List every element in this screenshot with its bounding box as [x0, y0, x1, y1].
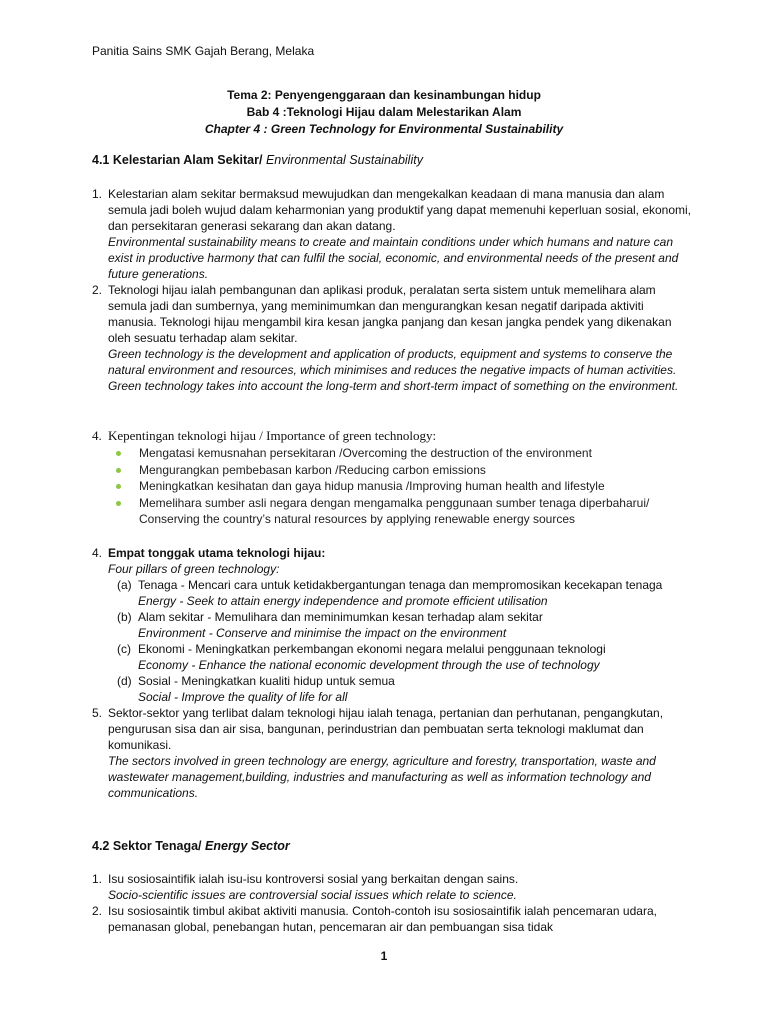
item-text-my: Kelestarian alam sekitar bermaksud mewujudkan dan mengekalkan keadaan di mana manusia dan alam semula jadi boleh wujud dalam keharmonian yang produktif yang dapat memenuhi keperluan sosial, ekonomi, dan persekitaran generasi sekarang dan akan datang.: [108, 187, 692, 233]
list-item: [92, 186, 692, 282]
pillar-item: [92, 577, 692, 609]
item-number: 2.: [92, 904, 103, 918]
item-number: 5.: [92, 706, 103, 720]
importance-bullets: [114, 445, 674, 528]
section-title-my: 4.1 Kelestarian Alam Sekitar/: [92, 153, 266, 167]
importance-title-row: [92, 428, 692, 444]
page-header: Panitia Sains SMK Gajah Berang, Melaka: [92, 44, 315, 58]
pillar-text-my: Tenaga - Mencari cara untuk ketidakbergantungan tenaga dan mempromosikan kecekapan tenaga: [138, 578, 663, 592]
pillar-item: [92, 641, 692, 673]
pillars-title-en: Four pillars of green technology:: [108, 562, 280, 576]
page-number: 1: [380, 949, 388, 963]
item-number: 1.: [92, 872, 103, 886]
item-text-my: Teknologi hijau ialah pembangunan dan aplikasi produk, peralatan serta sistem untuk memelihara alam semula jadi dan sumbernya, yang meminimumkan dan mengurangkan kesan negatif daripada aktiviti manusia. Teknologi hijau mengambil kira kesan jangka panjang dan kesan jangka pendek yang dikenakan oleh sesuatu terhadap alam sekitar.: [108, 283, 672, 345]
importance-heading: [92, 428, 692, 444]
section-title-en: Energy Sector: [205, 839, 290, 853]
sustainability-list: [92, 186, 692, 394]
section-title-my: 4.2 Sektor Tenaga/: [92, 839, 206, 853]
list-item: [92, 282, 692, 394]
pillar-text-en: Economy - Enhance the national economic development through the use of technology: [138, 658, 600, 672]
pillar-label: (a): [117, 578, 132, 592]
bullet-text: Memelihara sumber asli negara dengan mengamalka penggunaan sumber tenaga diperbaharui/ Conserving the country’s natural resources by applying renewable energy sources: [139, 495, 650, 526]
pillar-label: (b): [117, 610, 132, 624]
bullet-text: Mengurangkan pembebasan karbon /Reducing carbon emissions: [139, 462, 486, 477]
pillar-text-my: Sosial - Meningkatkan kualiti hidup untuk semua: [138, 674, 395, 688]
list-item: [92, 545, 692, 577]
item-text-en: Green technology is the development and application of products, equipment and systems to conserve the natural environment and resources, which minimises and reduces the negative impacts of human activities. Green technology takes into account the long-term and short-term impact of something on the environment.: [108, 347, 679, 393]
bullet-dot-icon: [116, 468, 121, 473]
bullet-dot-icon: [116, 501, 121, 506]
importance-title: Kepentingan teknologi hijau / Importance of green technology:: [108, 428, 437, 443]
sectors-text-en: The sectors involved in green technology are energy, agriculture and forestry, transportation, waste and wastewater management,building, industries and manufacturing as well as information technology and communications.: [108, 754, 656, 800]
list-item: [92, 705, 692, 801]
bullet-text: Mengatasi kemusnahan persekitaran /Overcoming the destruction of the environment: [139, 446, 592, 460]
bullet-item: [114, 462, 674, 479]
pillars-list: [92, 545, 692, 801]
item-number: 4.: [92, 428, 102, 443]
chapter-title-my: Bab 4 :Teknologi Hijau dalam Melestarikan Alam: [246, 105, 522, 119]
pillar-text-en: Environment - Conserve and minimise the impact on the environment: [138, 626, 507, 640]
section-4-2-heading: [92, 838, 290, 854]
theme-title: Tema 2: Penyengenggaraan dan kesinambungan hidup: [227, 88, 541, 102]
bullet-dot-icon: [116, 484, 121, 489]
pillar-item: [92, 609, 692, 641]
title-block: [0, 87, 768, 138]
pillar-label: (d): [117, 674, 132, 688]
pillar-label: (c): [117, 642, 131, 656]
list-item: [92, 903, 692, 935]
pillar-text-my: Alam sekitar - Memulihara dan meminimumkan kesan terhadap alam sekitar: [138, 610, 543, 624]
list-item: [92, 871, 692, 903]
pillar-text-en: Social - Improve the quality of life for all: [138, 690, 348, 704]
item-number: 1.: [92, 187, 103, 201]
section-title-en: Environmental Sustainability: [265, 153, 423, 167]
item-text-my: Isu sosiosaintik timbul akibat aktiviti manusia. Contoh-contoh isu sosiosaintifik ialah pencemaran udara, pemanasan global, penebangan hutan, pencemaran air dan pembuangan sisa tidak: [108, 904, 657, 934]
pillar-text-en: Energy - Seek to attain energy independence and promote efficient utilisation: [138, 594, 548, 608]
item-number: 4.: [92, 546, 103, 560]
bullet-item: [114, 478, 674, 495]
energy-list: [92, 871, 692, 935]
sectors-text-my: Sektor-sektor yang terlibat dalam teknologi hijau ialah tenaga, pertanian dan perhutanan, pengangkutan, pengurusan sisa dan air sisa, bangunan, perindustrian dan pembuatan serta teknologi maklumat dan komunikasi.: [108, 706, 664, 752]
bullet-item: [114, 445, 674, 462]
bullet-text: Meningkatkan kesihatan dan gaya hidup manusia /Improving human health and lifestyle: [139, 479, 605, 493]
item-text-en: Environmental sustainability means to create and maintain conditions under which humans and nature can exist in productive harmony that can fulfil the social, economic, and environmental needs of the present and future generations.: [108, 235, 679, 281]
item-number: 2.: [92, 283, 103, 297]
pillar-text-my: Ekonomi - Meningkatkan perkembangan ekonomi negara melalui penggunaan teknologi: [138, 642, 606, 656]
section-4-1-heading: [92, 152, 423, 168]
item-text-en: Socio-scientific issues are controversial social issues which relate to science.: [108, 888, 517, 902]
item-text-my: Isu sosiosaintifik ialah isu-isu kontroversi sosial yang berkaitan dengan sains.: [108, 872, 519, 886]
pillar-item: [92, 673, 692, 705]
bullet-dot-icon: [116, 451, 121, 456]
chapter-title-en: Chapter 4 : Green Technology for Environmental Sustainability: [204, 122, 564, 136]
pillars-title: Empat tonggak utama teknologi hijau:: [108, 546, 326, 560]
bullet-item: [114, 495, 674, 528]
